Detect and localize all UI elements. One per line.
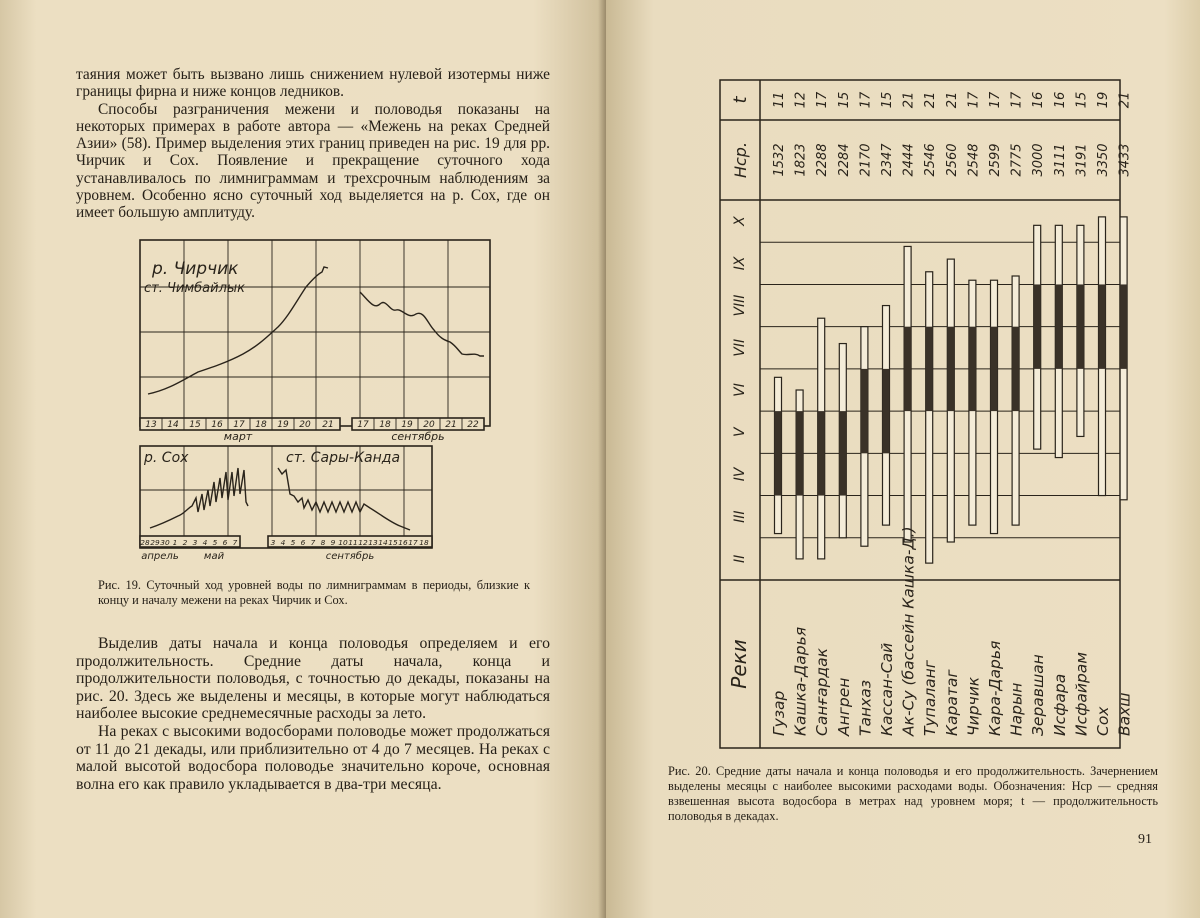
fig20-bar — [926, 272, 933, 563]
fig19-date: 18 — [379, 420, 391, 430]
fig19-sokh-curve-2 — [278, 468, 410, 530]
fig20-river-name: Тупаланг — [921, 660, 940, 736]
figure-19-caption: Рис. 19. Суточный ход уровней воды по лимниграммам в периоды, близкие к концу и началу межени на реках Чирчик и Сох. — [98, 578, 530, 607]
fig20-height-value: 3111 — [1052, 143, 1068, 177]
fig19-date: 17 — [233, 420, 245, 430]
fig19-chirchik-curve-2 — [360, 292, 484, 356]
fig20-river-name: Танхаз — [856, 679, 875, 736]
figure-19 — [128, 232, 498, 568]
fig20-height-value: 2284 — [836, 143, 852, 177]
fig19-date: 11 — [348, 538, 358, 547]
fig20-river-name: Чирчик — [964, 676, 983, 736]
fig20-month-label: X — [732, 216, 748, 226]
fig20-duration-value: 16 — [1031, 91, 1047, 109]
right-page — [606, 0, 1200, 918]
fig19-month-label: апрель — [141, 551, 179, 562]
fig20-bar-dark — [1034, 284, 1041, 368]
fig20-river-name: Ак-Су (бассейн Кашка-Д.) — [899, 526, 918, 736]
fig20-month-label: VII — [732, 338, 748, 357]
fig20-bar-dark — [1012, 327, 1019, 411]
fig19-date: 7 — [232, 538, 238, 547]
fig20-bar-dark — [1120, 284, 1127, 368]
fig19-date: 3 — [270, 538, 276, 547]
fig20-river-name: Вахш — [1115, 692, 1134, 736]
fig19-date: 17 — [357, 420, 369, 430]
fig19-date: 21 — [322, 420, 334, 430]
fig19-month-label: март — [223, 430, 253, 443]
fig20-duration-value: 21 — [901, 91, 917, 109]
fig19-date: 6 — [300, 538, 306, 547]
fig20-river-name: Гузар — [770, 690, 788, 736]
fig20-bar-dark — [904, 327, 911, 411]
fig19-date: 30 — [160, 538, 170, 547]
fig20-bar-dark — [861, 369, 868, 453]
fig19-date: 6 — [222, 538, 228, 547]
top-text-block — [76, 66, 550, 222]
fig19-date: 16 — [398, 538, 408, 547]
fig20-month-label: IX — [732, 256, 748, 271]
fig19-date: 10 — [338, 538, 348, 547]
fig20-duration-value: 21 — [944, 91, 960, 109]
fig20-bar-dark — [1077, 284, 1084, 368]
fig19-date: 18 — [419, 538, 429, 547]
fig19-date: 14 — [378, 538, 388, 547]
fig20-river-name: Каратаг — [942, 669, 961, 736]
fig19-date: 20 — [299, 420, 311, 430]
fig20-duration-value: 15 — [1074, 91, 1090, 109]
fig19-date: 13 — [368, 538, 378, 547]
fig19-date: 7 — [310, 538, 316, 547]
fig20-bar-dark — [947, 327, 954, 411]
fig20-duration-value: 17 — [966, 91, 982, 109]
fig19-sokh-curve-1 — [150, 468, 248, 528]
fig20-height-value: 2599 — [988, 143, 1003, 177]
fig19-month-label: сентябрь — [325, 551, 375, 562]
fig20-duration-value: 17 — [815, 91, 831, 109]
fig19-date: 19 — [401, 420, 413, 430]
fig20-height-value: 1532 — [772, 143, 787, 177]
fig19-date: 5 — [212, 538, 218, 547]
fig20-duration-value: 17 — [1009, 91, 1025, 109]
fig20-duration-value: 15 — [880, 91, 895, 109]
fig19-date: 20 — [423, 420, 435, 430]
fig20-bar-dark — [775, 411, 782, 495]
fig20-river-name: Исфара — [1050, 673, 1069, 736]
paragraph-top-2: Способы разграничения межени и половодья показаны на некоторых примерах в работе автора — «Межень на реках Средней Азии» (58). Пример выделения этих границ приведен на рис. 19 для рр. Чирчик и Сох. Появление и прекращение суточного хода устанавливалось по лимниграммам и трехсрочным наблюдениям за уровнем. Особенно ясно суточный ход выделяется на р. Сох, где он имеет большую амплитуду. — [76, 100, 550, 222]
fig20-month-label: II — [732, 554, 748, 564]
paragraph-bottom-1: Выделив даты начала и конца половодья определяем и его продолжительность. Средние даты начала, конца и продолжительности половодья, с точностью до декады, показаны на рис. 20. Здесь же выделены и месяцы, в которые могут наблюдаться наиболее высокие среднемесячные расходы за лето. — [76, 635, 550, 723]
figure-20 — [684, 72, 1134, 754]
fig20-height-value: 3191 — [1074, 143, 1090, 177]
fig19-date: 29 — [150, 538, 160, 547]
fig20-bar-dark — [796, 411, 803, 495]
fig19-date: 19 — [277, 420, 289, 430]
fig19-date: 1 — [172, 538, 178, 547]
fig20-duration-value: 21 — [923, 91, 939, 109]
fig20-bar-dark — [1055, 284, 1062, 368]
fig20-height-value: 2775 — [1009, 143, 1025, 177]
fig20-duration-value: 15 — [836, 91, 852, 109]
fig19-month-label: сентябрь — [391, 430, 445, 443]
fig20-bar-dark — [969, 327, 976, 411]
fig20-duration-value: 16 — [1052, 91, 1068, 109]
fig19-date: 9 — [330, 538, 336, 547]
fig20-duration-value: 21 — [1117, 91, 1133, 109]
fig19-chirchik-station-label: ст. Чимбайлык — [144, 281, 246, 296]
fig19-date: 16 — [211, 420, 223, 430]
fig20-river-name: Ангрен — [834, 677, 853, 736]
fig19-date: 4 — [280, 538, 286, 547]
fig20-river-name: Кара-Дарья — [986, 640, 1004, 736]
fig20-river-name: Кашка-Дарья — [791, 626, 810, 736]
fig19-date: 17 — [408, 538, 418, 547]
fig19-sokh-station-label: ст. Сары-Канда — [286, 450, 401, 466]
fig19-date: 2 — [182, 538, 188, 547]
fig20-height-value: 2548 — [966, 143, 982, 177]
fig20-header-rivers: Реки — [727, 639, 751, 689]
fig20-river-name: Зеравшан — [1029, 654, 1048, 736]
fig19-date: 21 — [445, 420, 457, 430]
fig20-river-name: Исфайрам — [1072, 652, 1091, 736]
fig20-month-label: III — [732, 510, 748, 523]
fig19-date: 22 — [467, 420, 479, 430]
fig19-date: 15 — [189, 420, 201, 430]
fig20-month-label: IV — [732, 467, 748, 482]
bottom-text-block — [76, 635, 550, 793]
fig19-date: 18 — [255, 420, 267, 430]
figure-20-caption: Рис. 20. Средние даты начала и конца половодья и его продолжительность. Зачернением выделены месяцы с наиболее высокими расходами воды. Обозначения: Нср — средняя взвешенная высота водосбора в метрах над уровнем моря; t — продолжительность половодья в декадах. — [668, 764, 1158, 823]
fig20-month-label: VI — [732, 383, 748, 397]
fig20-duration-value: 17 — [858, 91, 874, 109]
fig19-month-label: май — [203, 551, 225, 562]
fig20-duration-value: 19 — [1096, 91, 1111, 109]
fig19-date: 13 — [145, 420, 157, 430]
fig20-height-value: 3000 — [1031, 143, 1047, 177]
fig20-height-value: 2444 — [901, 143, 917, 177]
fig20-month-label: V — [732, 427, 748, 438]
fig19-date: 3 — [192, 538, 198, 547]
fig19-date: 8 — [320, 538, 326, 547]
fig20-bar-dark — [818, 411, 825, 495]
fig20-height-value: 2546 — [923, 143, 939, 177]
paragraph-bottom-2: На реках с высокими водосборами половодье может продолжаться от 11 до 21 декады, или приблизительно от 4 до 7 месяцев. На реках с малой высотой водосбора половодье значительно короче, основная волна его как правило укладывается в два-три месяца. — [76, 722, 550, 793]
fig19-chirchik-river-label: р. Чирчик — [152, 259, 239, 279]
fig19-date: 15 — [388, 538, 398, 547]
fig19-date: 28 — [140, 538, 150, 547]
fig20-header-t: t — [730, 96, 751, 104]
fig19-date: 5 — [290, 538, 296, 547]
page-number: 91 — [1138, 832, 1152, 847]
fig19-date: 4 — [202, 538, 208, 547]
fig20-river-name: Нарын — [1007, 682, 1026, 736]
fig20-height-value: 2347 — [880, 143, 895, 177]
fig20-duration-value: 11 — [772, 91, 787, 109]
fig20-bar-dark — [1099, 284, 1106, 368]
fig20-height-value: 1823 — [793, 143, 809, 177]
fig20-bar-dark — [883, 369, 890, 453]
fig19-date: 14 — [167, 420, 179, 430]
paragraph-top-1: таяния может быть вызвано лишь снижением нулевой изотермы ниже границы фирна и ниже концов ледников. — [76, 66, 550, 101]
fig20-height-value: 2560 — [944, 143, 960, 177]
fig20-bar-dark — [991, 327, 998, 411]
fig19-date: 12 — [358, 538, 368, 547]
fig20-height-value: 3350 — [1096, 143, 1111, 177]
fig20-height-value: 2288 — [815, 143, 831, 177]
fig20-month-label: VIII — [732, 294, 748, 317]
fig20-duration-value: 17 — [988, 91, 1003, 109]
fig20-river-name: Сох — [1094, 706, 1112, 736]
fig20-bar-dark — [839, 411, 846, 495]
fig20-bar-dark — [926, 327, 933, 411]
fig20-duration-value: 12 — [793, 91, 809, 109]
fig20-river-name: Кассан-Сай — [878, 642, 896, 736]
fig20-height-value: 2170 — [858, 143, 874, 177]
fig20-river-name: Санғардак — [813, 648, 832, 736]
fig20-header-height: Нср. — [731, 141, 750, 179]
fig20-height-value: 3433 — [1117, 143, 1133, 177]
fig19-sokh-river-label: р. Сох — [144, 450, 189, 466]
